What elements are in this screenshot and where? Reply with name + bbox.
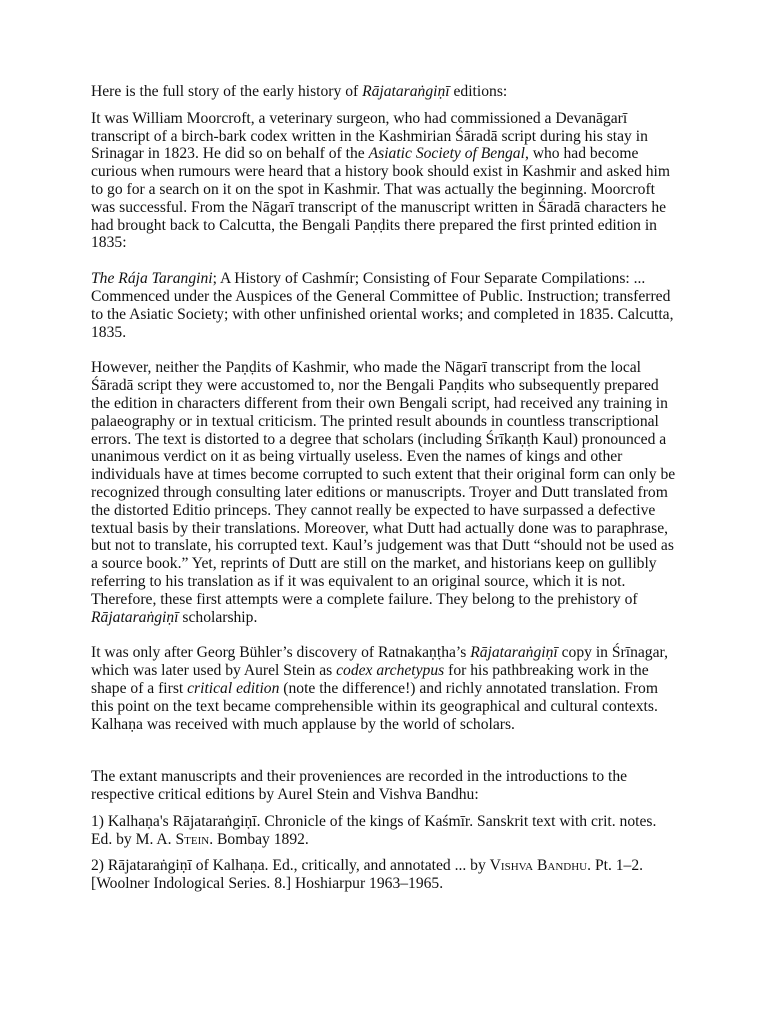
- paragraph-moorcroft: [91, 110, 678, 252]
- ref1-text-before: 1) Kalhaṇa's Rājataraṅgiṇī. Chronicle of the kings of Kaśmīr. Sanskrit text with crit. notes. Ed. by M. A.: [91, 812, 657, 848]
- para2-title: Rājataraṅgiṇī: [91, 608, 179, 626]
- para3-text-4: (note the difference!) and richly annotated translation. From this point on the text became comprehensible within its geographical and cultural contexts. Kalhaṇa was received with much applause by the world of scholars.: [91, 679, 658, 733]
- citation-title: The Rája Tarangini: [91, 270, 213, 288]
- para3-italic-2: codex archetypus: [336, 662, 445, 680]
- para2-text-after: scholarship.: [178, 608, 258, 626]
- intro-text-after: editions:: [449, 83, 508, 100]
- paragraph-manuscripts: The extant manuscripts and their proveniences are recorded in the introductions to the respective critical editions by Aurel Stein and Vishva Bandhu:: [91, 768, 628, 804]
- ref2-author: Vishva Bandhu: [489, 857, 588, 875]
- ref2-text-before: 2) Rājataraṅgiṇī of Kalhaṇa. Ed., critically, and annotated ... by: [91, 857, 490, 875]
- para3-text-1: It was only after Georg Bühler’s discovery of Ratnakaṇṭha’s: [91, 644, 471, 662]
- para1-text-after: , who had become curious when rumours were heard that a history book should exist in Kashmir and asked him to go for a search on it on the spot in Kashmir. That was actually the beginning. Moorcroft was successful. From the Nāgarī transcript of the manuscript written in Śāradā characters he had brought back to Calcutta, the Bengali Paṇḍits there prepared the first printed edition in 1835:: [91, 145, 671, 252]
- citation-first-edition: [91, 270, 678, 341]
- ref2-text-after: . Pt. 1–2. [Woolner Indological Series. 8.] Hoshiarpur 1963–1965.: [91, 857, 644, 893]
- reference-item-1: [91, 813, 678, 849]
- citation-text: ; A History of Cashmír; Consisting of Four Separate Compilations: ... Commenced under the Auspices of the General Committee of Public. Instruction; transferred to the Asiatic Society; with other unfinished oriental works; and completed in 1835. Calcutta, 1835.: [91, 270, 674, 341]
- para3-text-3: for his pathbreaking work in the shape of a first: [91, 662, 649, 697]
- ref1-author: Stein: [175, 830, 210, 848]
- intro-paragraph: [91, 83, 678, 101]
- paragraph-buhler: [91, 644, 678, 733]
- para1-society-name: Asiatic Society of Bengal: [368, 145, 525, 163]
- para3-text-2: copy in Śrīnagar, which was later used by Aurel Stein as: [91, 644, 668, 680]
- ref1-text-after: . Bombay 1892.: [209, 830, 309, 848]
- para3-italic-3: critical edition: [187, 679, 280, 697]
- reference-item-2: [91, 857, 678, 893]
- para3-italic-1: Rājataraṅgiṇī: [470, 644, 558, 662]
- para1-text-before: It was William Moorcroft, a veterinary surgeon, who had commissioned a Devanāgarī transcript of a birch-bark codex written in the Kashmirian Śāradā script during his stay in Srinagar in 1823. He did so on behalf of the: [91, 109, 648, 163]
- intro-title: Rājataraṅgiṇī: [362, 83, 450, 100]
- paragraph-criticism: [91, 359, 678, 626]
- intro-text-before: Here is the full story of the early history of: [91, 83, 363, 100]
- para2-text-before: However, neither the Paṇḍits of Kashmir, who made the Nāgarī transcript from the local Śāradā script they were accustomed to, nor the Bengali Paṇḍits who subsequently prepared the edition in characters different from their own Bengali script, had received any training in palaeography or in textual criticism. The printed result abounds in countless transcriptional errors. The text is distorted to a degree that scholars (including Śrīkaṇṭh Kaul) pronounced a unanimous verdict on it as being virtually useless. Even the names of kings and other individuals have at times become corrupted to such extent that their original form can only be recognized through consulting later editions or manuscripts. Troyer and Dutt translated from the distorted Editio princeps. They cannot really be expected to have surpassed a defective textual basis by their translations. Moreover, what Dutt had actually done was to paraphrase, but not to translate, his corrupted text. Kaul’s judgement was that Dutt “should not be used as a source book.” Yet, reprints of Dutt are still on the market, and historians keep on gullibly referring to his translation as if it was equivalent to an original source, which it is not. Therefore, these first attempts were a complete failure. They belong to the prehistory of: [91, 359, 676, 608]
